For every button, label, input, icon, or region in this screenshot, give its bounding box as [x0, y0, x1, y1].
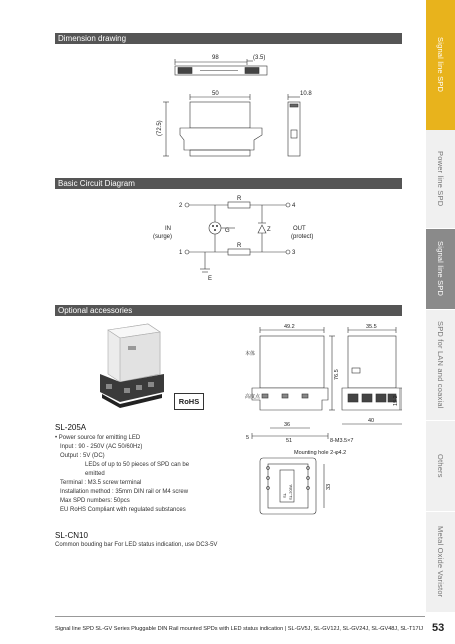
spec-line-rohs: EU RoHS Compliant with regulated substances [60, 507, 186, 513]
dim-49-2: 49.2 [284, 324, 295, 330]
out-sub-label: (protect) [291, 234, 314, 240]
label-body: 本体 [245, 351, 256, 357]
tab-signal-line-spd-active[interactable] [426, 0, 455, 130]
tab-others[interactable] [426, 421, 455, 512]
spec-line-input: Input : 90 - 250V (AC 50/60Hz) [60, 444, 143, 450]
dim-15-2: 15.2 [393, 395, 399, 406]
bottom-label-model: SL-205A [288, 484, 293, 500]
terminal-1: 1 [179, 250, 183, 256]
dim-36: 36 [284, 422, 291, 428]
label-height-point: 高度点 [245, 394, 261, 400]
spec-line-leds: LEDs of up to 50 pieces of SPD can be [85, 462, 190, 468]
in-label: IN [165, 226, 171, 232]
dim-33: 33 [326, 483, 332, 490]
spec-line-output: Output : 5V (DC) [60, 453, 105, 459]
bottom-label-sl: SL [282, 493, 287, 498]
section-header-accessories: Optional accessories [55, 305, 402, 316]
dim-98: 98 [212, 55, 219, 61]
page-number: 53 [432, 622, 445, 634]
sl205a-title: SL-205A [55, 423, 87, 432]
tab-label: Metal Oxide Varistor [436, 526, 445, 598]
rohs-badge: RoHS [174, 393, 204, 410]
dim-50: 50 [212, 91, 219, 97]
tab-metal-oxide-varistor[interactable] [426, 512, 455, 613]
mounting-hole-label: Mounting hole 2-φ4.2 [294, 450, 347, 456]
dim-35-5: 35.5 [366, 324, 377, 330]
terminal-2: 2 [179, 203, 183, 209]
tab-label: SPD for LAN and coaxial [436, 321, 445, 409]
spec-line-led: • Power source for emitting LED [55, 435, 141, 441]
tab-spd-lan-coaxial[interactable] [426, 310, 455, 421]
sl205a-specs [55, 434, 245, 515]
spec-line-terminal: Terminal : M3.5 screw terminal [60, 480, 142, 486]
tab-signal-line-spd[interactable] [426, 229, 455, 309]
zener-label: Z [267, 227, 271, 233]
spec-line-emitted: emitted [85, 471, 105, 477]
dim-76-5: 76.5 [334, 369, 340, 380]
spec-line-max-spd: Max SPD numbers: 50pcs [60, 498, 130, 504]
in-sub-label: (surge) [153, 234, 173, 240]
resistor-top-label: R [237, 196, 242, 202]
dim-m3-5: 8-M3.5×7 [330, 438, 354, 444]
section-header-dimension: Dimension drawing [55, 33, 402, 44]
tab-label: Signal line SPD [436, 37, 445, 93]
resistor-bottom-label: R [237, 243, 242, 249]
dim-3-5: (3.5) [253, 55, 266, 61]
accessory-drawing [232, 318, 402, 518]
slcn10-desc: Common bouding bar For LED status indication, use DC3-5V [55, 542, 218, 548]
footer-divider [55, 616, 425, 617]
tab-label: Others [436, 454, 445, 478]
dimension-drawing [150, 50, 330, 172]
tab-label: Signal line SPD [436, 241, 445, 297]
dim-51: 51 [286, 438, 293, 444]
tab-label: Power line SPD [436, 151, 445, 207]
section-header-circuit: Basic Circuit Diagram [55, 178, 402, 189]
gdt-label: G [225, 228, 230, 234]
tab-power-line-spd[interactable] [426, 130, 455, 229]
dim-5: 5 [246, 435, 250, 441]
dim-10-8: 10.8 [300, 91, 312, 97]
slcn10-title: SL-CN10 [55, 531, 88, 540]
circuit-diagram [140, 195, 330, 287]
terminal-3: 3 [292, 250, 296, 256]
footer-text: Signal line SPD SL-GV Series Pluggable DIN Rail mounted SPDs with LED status indication | SL-GV5J, SL-GV12J, SL-GV24J, SL-GV48J, SL-T17IJ [55, 626, 424, 632]
dim-40: 40 [368, 418, 375, 424]
spec-line-installation: Installation method : 35mm DIN rail or M4 screw [60, 489, 189, 495]
out-label: OUT [293, 226, 306, 232]
ground-label: E [208, 276, 213, 282]
dim-72-5: (72.5) [157, 120, 163, 136]
product-photo-sl205a [90, 322, 170, 414]
terminal-4: 4 [292, 203, 296, 209]
